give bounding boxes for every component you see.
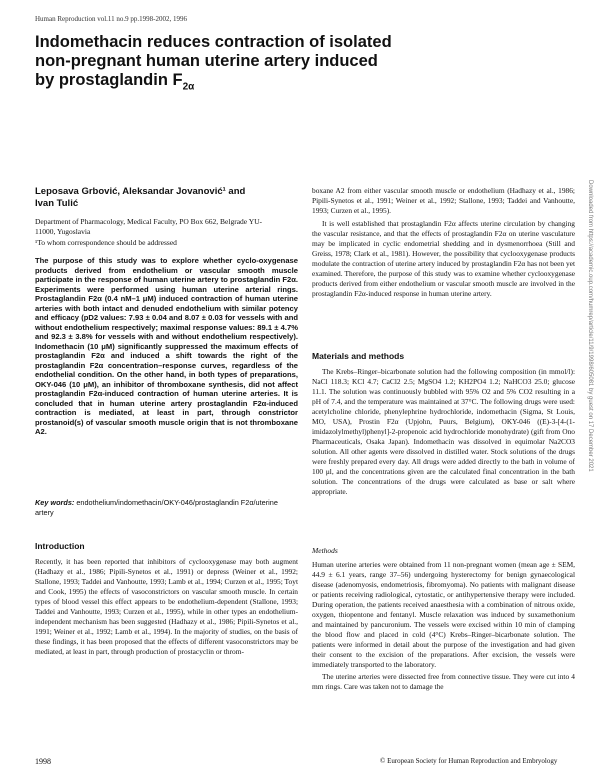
download-note: Downloaded from https://academic.oup.com/humrep/article/11/9/1998/605081 by guest on 17 December 2021 bbox=[587, 180, 593, 472]
introduction-section bbox=[35, 541, 298, 657]
correspondence-note: ¹To whom correspondence should be addressed bbox=[35, 238, 177, 247]
keywords-line bbox=[35, 498, 298, 517]
affiliation-block bbox=[35, 217, 275, 248]
methods-section bbox=[312, 351, 575, 497]
methods-text: The Krebs–Ringer–bicarbonate solution had the following composition (in mmol/l): NaCl 118.3; KCl 4.7; CaCl2 2.5; MgSO4 1.2; KH2PO4 1.2; NaHCO3 25.0; glucose 11.1. The solution was continuously bubbled with 95% O2 and 5% CO2 resulting in a pH of 7.4, and the temperature was maintained at 37°C. The following drugs were used: acetylcholine chloride, phenylephrine hydrochloride, indomethacin (Sigma, St Louis, MO, USA), Prostin F2α (Upjohn, Puurs, Belgium), OKY-046 ((E)-3-[4-(1-imidazolylmethyl)phenyl]-2-propenoic acid hydrochloride monohydrate) (gift from Ono Pharmaceuticals, Osaka Japan). Indomethacin was dissolved in equimolar Na2CO3 solution. All other agents were dissolved in distilled water. Stock solutions of the drugs were freshly prepared every day. All drugs were added directly to the bath in volume of 100 μl, and the concentrations given are the calculated final concentration in the bath solution. The concentrations of the drugs were calculated as base or salt where appropriate. bbox=[312, 367, 575, 496]
methods-subheading: Methods bbox=[312, 546, 338, 555]
keywords: endothelium/indomethacin/OKY-046/prostaglandin F2α/uterine artery bbox=[35, 498, 278, 517]
download-sidebar bbox=[588, 180, 598, 620]
article-title bbox=[35, 33, 395, 96]
authors: Leposava Grbović, Aleksandar Jovanović¹ and Ivan Tulić bbox=[35, 186, 246, 209]
page-number: 1998 bbox=[35, 757, 51, 766]
continued-paragraph: boxane A2 from either vascular smooth muscle or endothelium (Hadhazy et al., 1986; Pipili-Synetos et al., 1991; Weiner et al., 1992; Stallone, 1993; Taddei and Vanhoutte, 1993; Curzen et al., 1995). bbox=[312, 186, 575, 215]
purpose-paragraph: It is well established that prostaglandin F2α affects uterine circulation by changing the vascular resistance, and that the effects of prostaglandin F2α on uterine vasculature may be implicated in cyclic endometrial shedding and in dysmenorrhoea (Still and Greiss, 1978; Clark et al., 1981). However, the possibility that cyclooxygenase products modulate the contraction of uterine artery induced by prostaglandin F2α has not been yet examined. Therefore, the purpose of this study was to examine whether cyclooxygenase products derived from either endothelium or vascular smooth muscle are involved in the prostaglandin F2α-induced response in human uterine artery. bbox=[312, 219, 575, 298]
affiliation: Department of Pharmacology, Medical Faculty, PO Box 662, Belgrade YU-11000, Yugoslavia bbox=[35, 217, 263, 236]
right-column-top bbox=[312, 186, 575, 299]
methods-heading: Materials and methods bbox=[312, 351, 405, 361]
keywords-label: Key words: bbox=[35, 498, 75, 507]
copyright: © European Society for Human Reproduction and Embryology bbox=[380, 757, 558, 765]
methods-text-3: The uterine arteries were dissected free from connective tissue. They were cut into 4 mm rings. Care was taken not to damage the bbox=[312, 672, 575, 691]
introduction-text: Recently, it has been reported that inhibitors of cyclooxygenase may both augment (Hadhazy et al., 1986; Pipili-Synetos et al., 1991) or depress (Weiner et al., 1992; Stallone, 1993; Taddei and Vanhoutte, 1993; Lamb et al., 1994; Curzen et al., 1995; Toyt and Cook, 1995) the effects of vasoconstrictors on vascular smooth muscle. In certain types of blood vessel this effect appears to be endothelium-dependent (Stallone, 1993; Taddei and Vanhoutte, 1993; Curzen et al., 1995), while in other types an endothelium-independent mechanism has been suggested (Hadhazy et al., 1986; Pipili-Synetos et al., 1991; Weiner et al., 1992; Lamb et al., 1994). In the majority of studies, on the basis of these findings, it has been proposed that the effects of different vasoconstrictors may be mediated, at least in part, through production of prostacyclin or throm- bbox=[35, 557, 298, 656]
introduction-heading: Introduction bbox=[35, 541, 85, 551]
methods-subsection bbox=[312, 546, 575, 692]
article-title-text: Indomethacin reduces contraction of isolated non-pregnant human uterine artery induced by prostaglandin $F_{2\alpha}$ bbox=[35, 33, 392, 93]
running-head: Human Reproduction vol.11 no.9 pp.1998-2002, 1996 bbox=[35, 15, 187, 23]
abstract: The purpose of this study was to explore whether cyclo-oxygenase products derived from endothelium or vascular smooth muscle participate in the response of human uterine artery to prostaglandin F2α. Experiments were performed using human uterine arterial rings. Prostaglandin F2α (0.4 nM–1 μM) induced contraction of human uterine arteries with both intact and denuded endothelium with similar potency and efficacy (pD2 values: 7.93 ± 0.04 and 8.07 ± 0.03 for vessels with and without endothelium respectively; maximal response values: 89.1 ± 4.7% and 92.3 ± 3.8% for vessels with and without endothelium respectively). Indomethacin (10 μM) significantly suppressed the maximum effects of prostaglandin F2α and induced a shift towards the right of the prostaglandin F2α concentration–response curves, regardless of the endothelial condition. On the other hand, in both types of preparations, OKY-046 (10 μM), an inhibitor of thromboxane synthesis, did not affect prostaglandin F2α-induced contraction of human uterine arteries. It is concluded that in human uterine artery prostaglandin F2α-induced contraction is mediated, at least in part, through constrictor prostanoid(s) of vascular smooth muscle origin that is not thromboxane A2. bbox=[35, 256, 298, 436]
methods-text-2: Human uterine arteries were obtained from 11 non-pregnant women (mean age ± SEM, 44.9 ± 6.1 years, range 37–56) undergoing hysterectomy for benign gynaecological disease (adenomyosis, endometriosis, fibromyoma). No patients with malignant disease or patients receiving radiological, cytostatic, or antihypertensive therapy were included. During operation, the patients received anaesthesia with a combination of nitrous oxide, oxygen, thiopentone and fentanyl. Muscle relaxation was induced by suxamethonium and maintained by pancuronium. The vessels were excised within 10 min of clamping the blood flow and placed in cold (4°C) Krebs–Ringer–bicarbonate solution. The patients were informed in detail about the purpose of the investigation and had given their consent to the excision of the preparations. After excision, the vessels were immediately transported to the laboratory. bbox=[312, 560, 575, 669]
